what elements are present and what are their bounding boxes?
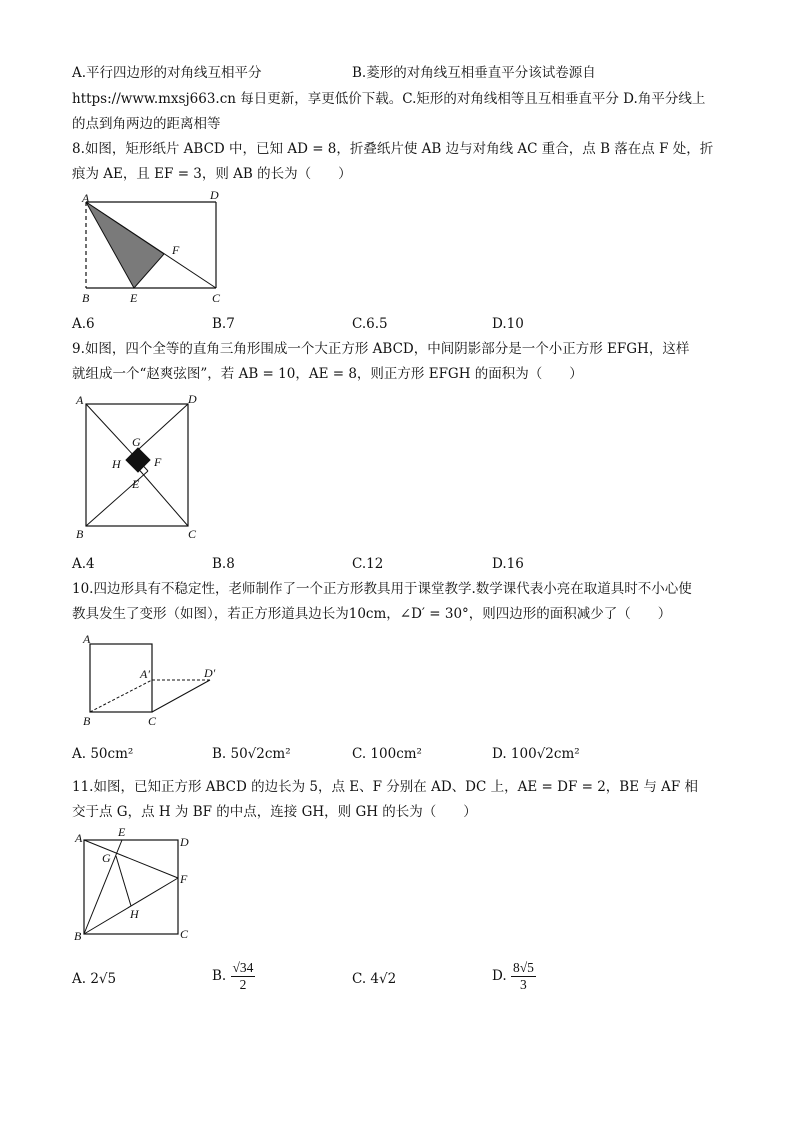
q8-option-b: B.7 [212, 316, 235, 332]
q7-option-b: B.菱形的对角线互相垂直平分该试卷源自 [352, 65, 596, 81]
q9-option-b: B.8 [212, 556, 235, 572]
q7-line-2: https://www.mxsj663.cn 每日更新，享更低价下载。C.矩形的对角线相等且互相垂直平分 D.角平分线上 [72, 91, 706, 107]
q11-label-e: E [118, 825, 126, 839]
q10-stem-line-1: 10.四边形具有不稳定性，老师制作了一个正方形教具用于课堂教学.数学课代表小亮在取道具时不小心使 [72, 581, 692, 597]
q9-label-a: A [76, 393, 84, 407]
q11-option-d [492, 960, 536, 993]
q11-label-f: F [180, 872, 188, 886]
q11-label-c: C [180, 927, 189, 941]
q8-option-c: C.6.5 [352, 316, 388, 332]
q11-stem-line-2: 交于点 G，点 H 为 BF 的中点，连接 GH，则 GH 的长为（ ） [72, 804, 477, 820]
q8-option-d: D.10 [492, 316, 524, 332]
q11-option-d-numerator: 8√5 [512, 960, 534, 975]
q10-option-c: C. 100cm² [352, 746, 422, 762]
q9-label-b: B [76, 527, 84, 541]
q11-option-d-fraction [511, 960, 536, 993]
q9-label-d: D [188, 392, 197, 406]
q11-stem-line-1: 11.如图，已知正方形 ABCD 的边长为 5，点 E、F 分别在 AD、DC 上，AE = DF = 2，BE 与 AF 相 [72, 779, 699, 795]
q8-label-a: A [82, 191, 90, 205]
q10-label-d-prime: D′ [204, 666, 216, 680]
q11-option-b-fraction [231, 960, 256, 993]
q7-line-3: 的点到角两边的距离相等 [72, 116, 221, 132]
q10-option-d: D. 100√2cm² [492, 746, 580, 762]
q10-figure [80, 632, 220, 732]
q7-option-a: A.平行四边形的对角线互相平分 [72, 65, 262, 81]
q11-label-a: A [75, 831, 83, 845]
q9-label-h: H [112, 457, 121, 471]
q11-label-g: G [102, 851, 111, 865]
q11-line-gh [116, 856, 131, 906]
q8-label-d: D [210, 188, 219, 202]
q11-option-b-prefix: B. [212, 968, 227, 984]
q8-stem-line-1: 8.如图，矩形纸片 ABCD 中，已知 AD = 8，折叠纸片使 AB 边与对角线 AC 重合，点 B 落在点 F 处，折 [72, 141, 714, 157]
q10-dashed-ba2 [90, 680, 152, 712]
q10-option-b: B. 50√2cm² [212, 746, 291, 762]
q9-label-c: C [188, 527, 197, 541]
q8-shaded-triangle [86, 202, 164, 288]
q11-option-b-numerator: √34 [232, 960, 254, 975]
q8-label-e: E [130, 291, 138, 305]
q8-label-c: C [212, 291, 221, 305]
q9-label-f: F [154, 455, 162, 469]
q9-label-g: G [132, 435, 141, 449]
q9-stem-line-2: 就组成一个“赵爽弦图”，若 AB = 10，AE = 8，则正方形 EFGH 的面积为（ ） [72, 366, 583, 382]
q8-stem-line-2: 痕为 AE，且 EF = 3，则 AB 的长为（ ） [72, 166, 352, 182]
q10-stem-line-2: 教具发生了变形（如图），若正方形道具边长为10cm，∠D′ = 30°，则四边形的面积减少了（ ） [72, 606, 672, 622]
q9-option-a: A.4 [72, 556, 95, 572]
q11-option-d-prefix: D. [492, 968, 507, 984]
q10-label-a-prime: A′ [140, 667, 150, 681]
q11-option-d-denominator: 3 [520, 977, 527, 992]
q10-label-c: C [148, 714, 157, 728]
q10-label-a: A [83, 632, 91, 646]
q9-label-e: E [132, 477, 140, 491]
q11-line-af [84, 840, 178, 878]
q11-figure [72, 826, 202, 944]
q8-label-f: F [172, 243, 180, 257]
q8-label-b: B [82, 291, 90, 305]
q11-label-h: H [130, 907, 139, 921]
q8-figure [76, 188, 236, 306]
q9-figure [74, 394, 206, 544]
q11-option-b [212, 960, 255, 993]
q10-side-cd2 [152, 680, 210, 712]
q9-option-c: C.12 [352, 556, 384, 572]
q11-option-a: A. 2√5 [72, 971, 117, 987]
q10-label-b: B [83, 714, 91, 728]
q11-label-d: D [180, 835, 189, 849]
q8-option-a: A.6 [72, 316, 95, 332]
q10-option-a: A. 50cm² [72, 746, 134, 762]
q11-label-b: B [74, 929, 82, 943]
q9-stem-line-1: 9.如图，四个全等的直角三角形围成一个大正方形 ABCD，中间阴影部分是一个小正方形 EFGH，这样 [72, 341, 690, 357]
q9-option-d: D.16 [492, 556, 524, 572]
q11-option-b-denominator: 2 [239, 977, 247, 992]
q11-option-c: C. 4√2 [352, 971, 397, 987]
